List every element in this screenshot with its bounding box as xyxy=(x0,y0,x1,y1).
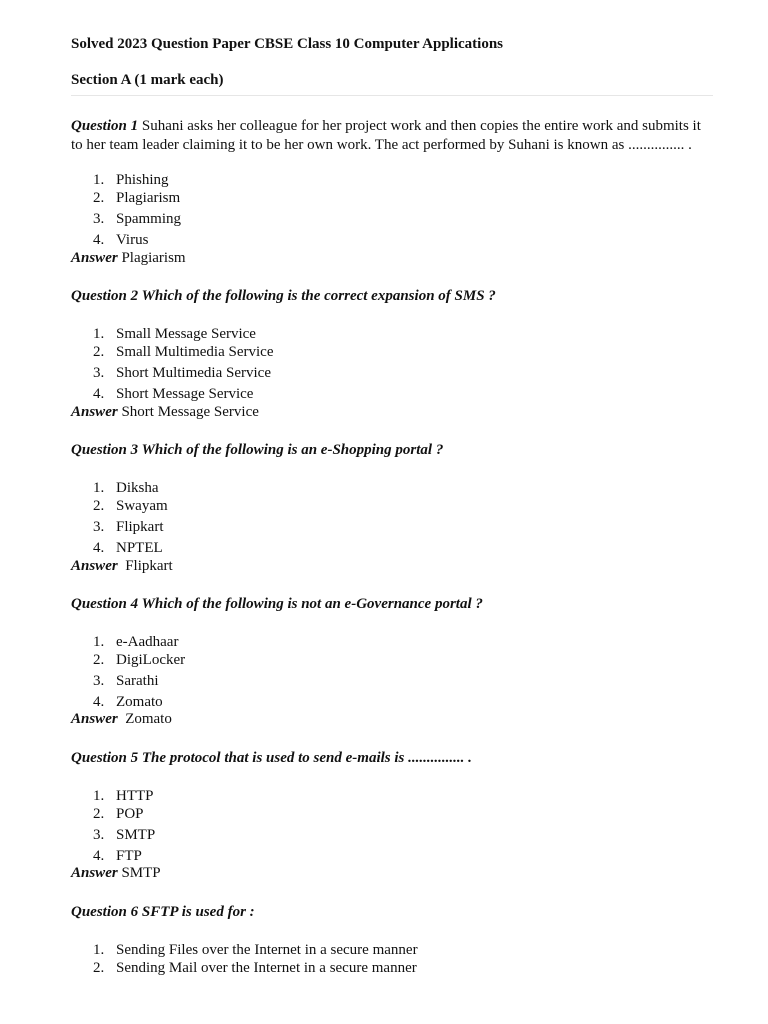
question-2-answer: Answer Short Message Service xyxy=(71,404,259,420)
question-4-text: Which of the following is not an e-Governance portal ? xyxy=(141,596,483,612)
option-item: 1. e-Aadhaar xyxy=(93,634,179,650)
question-1 xyxy=(71,117,713,155)
option-item: 1. HTTP xyxy=(93,788,154,804)
option-item: 2. Swayam xyxy=(93,498,168,514)
question-4-label: Question 4 xyxy=(71,596,139,612)
question-6 xyxy=(71,904,255,921)
question-3-answer: Answer Flipkart xyxy=(71,558,173,574)
document-title: Solved 2023 Question Paper CBSE Class 10 Computer Applications xyxy=(71,36,504,52)
question-5-options xyxy=(93,786,155,864)
question-2-text: Which of the following is the correct expansion of SMS ? xyxy=(141,288,496,304)
question-2 xyxy=(71,288,496,305)
question-4 xyxy=(71,596,483,613)
option-item: 4. Zomato xyxy=(93,694,163,710)
question-6-text: SFTP is used for : xyxy=(141,904,255,920)
option-item: 3. Flipkart xyxy=(93,519,164,535)
question-2-options xyxy=(93,324,273,402)
question-3 xyxy=(71,442,443,459)
question-6-options xyxy=(93,940,418,979)
option-item: 2. Plagiarism xyxy=(93,190,181,206)
question-1-options xyxy=(93,170,181,248)
question-1-answer: Answer Plagiarism xyxy=(71,250,186,266)
question-3-label: Question 3 xyxy=(71,442,139,458)
option-item: 4. FTP xyxy=(93,848,142,864)
question-3-options xyxy=(93,478,168,556)
section-heading: Section A (1 mark each) xyxy=(71,72,224,88)
option-item: 4. NPTEL xyxy=(93,540,163,556)
option-item: 1. Sending Files over the Internet in a secure manner xyxy=(93,942,418,958)
question-5-text: The protocol that is used to send e-mails is ............... . xyxy=(141,750,472,766)
question-1-label: Question 1 xyxy=(71,118,139,134)
option-item: 3. Sarathi xyxy=(93,673,159,689)
option-item: 3. SMTP xyxy=(93,827,156,843)
option-item: 4. Virus xyxy=(93,232,149,248)
question-3-text: Which of the following is an e-Shopping portal ? xyxy=(141,442,444,458)
option-item: 2. Sending Mail over the Internet in a secure manner xyxy=(93,960,417,976)
question-4-options xyxy=(93,632,185,710)
option-item: 1. Small Message Service xyxy=(93,326,256,342)
question-5-label: Question 5 xyxy=(71,750,139,766)
question-1-text: Suhani asks her colleague for her project work and then copies the entire work and submits it to her team leader claiming it to be her own work. The act performed by Suhani is known as ............... . xyxy=(71,118,701,153)
option-item: 1. Phishing xyxy=(93,172,169,188)
option-item: 1. Diksha xyxy=(93,480,159,496)
option-item: 3. Spamming xyxy=(93,211,182,227)
option-item: 2. POP xyxy=(93,806,144,822)
section-divider xyxy=(71,95,713,96)
option-item: 3. Short Multimedia Service xyxy=(93,365,271,381)
option-item: 2. DigiLocker xyxy=(93,652,186,668)
option-item: 4. Short Message Service xyxy=(93,386,254,402)
question-6-label: Question 6 xyxy=(71,904,139,920)
question-5 xyxy=(71,750,472,767)
question-4-answer: Answer Zomato xyxy=(71,711,172,727)
option-item: 2. Small Multimedia Service xyxy=(93,344,274,360)
question-2-label: Question 2 xyxy=(71,288,139,304)
question-5-answer: Answer SMTP xyxy=(71,865,161,881)
